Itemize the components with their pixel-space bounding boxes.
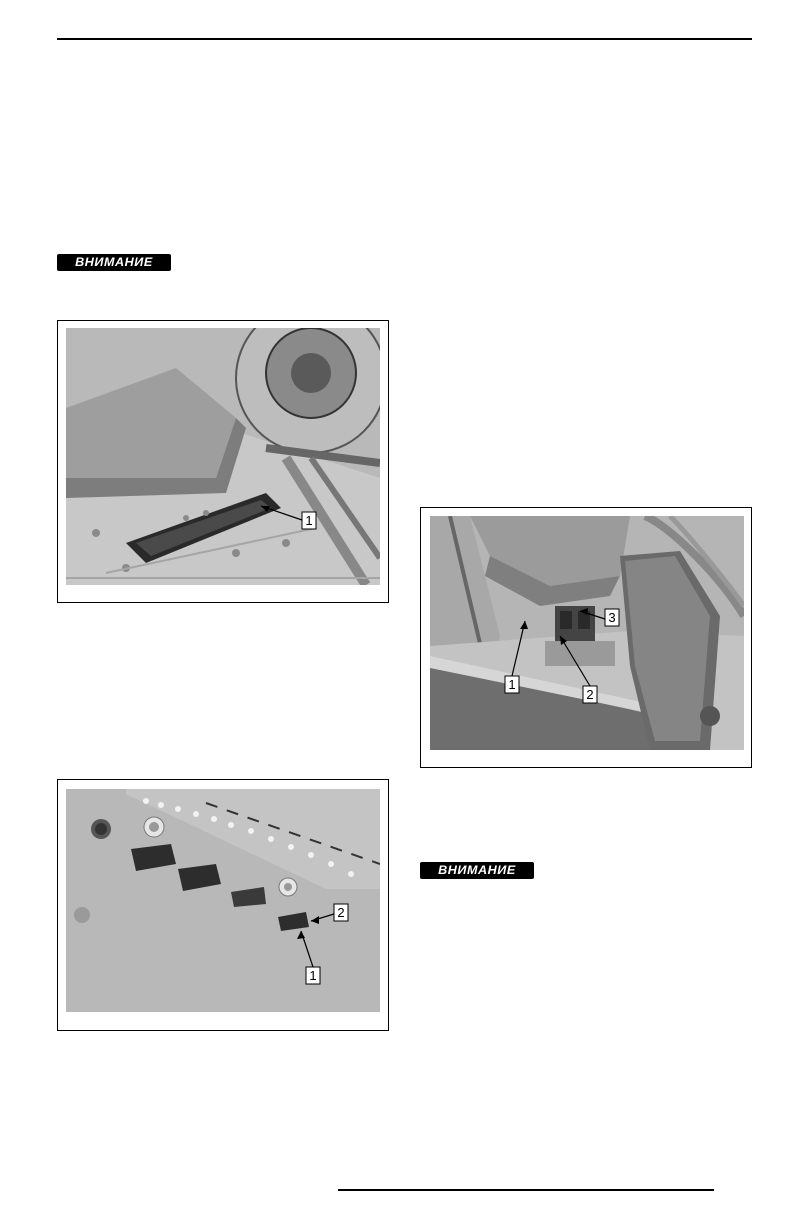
figure-1-photo <box>66 328 380 585</box>
figure-3 <box>420 507 752 768</box>
figure-2-photo <box>66 789 380 1012</box>
figure-2 <box>57 779 389 1031</box>
figure-2-callout-1: 1 <box>309 968 317 983</box>
warning-badge-right <box>420 862 534 879</box>
figure-1 <box>57 320 389 603</box>
figure-1-callout-1: 1 <box>305 513 313 528</box>
figure-3-callout-1: 1 <box>508 677 516 692</box>
footer-rule <box>338 1189 714 1191</box>
figure-2-callout-2: 2 <box>337 905 345 920</box>
figure-3-photo <box>430 516 744 750</box>
warning-badge-left <box>57 254 171 271</box>
warning-label-right: ВНИМАНИЕ <box>438 863 516 877</box>
header-rule <box>57 38 752 40</box>
figure-3-callout-3: 3 <box>608 610 616 625</box>
warning-label-left: ВНИМАНИЕ <box>75 255 153 269</box>
figure-3-callout-2: 2 <box>586 687 594 702</box>
